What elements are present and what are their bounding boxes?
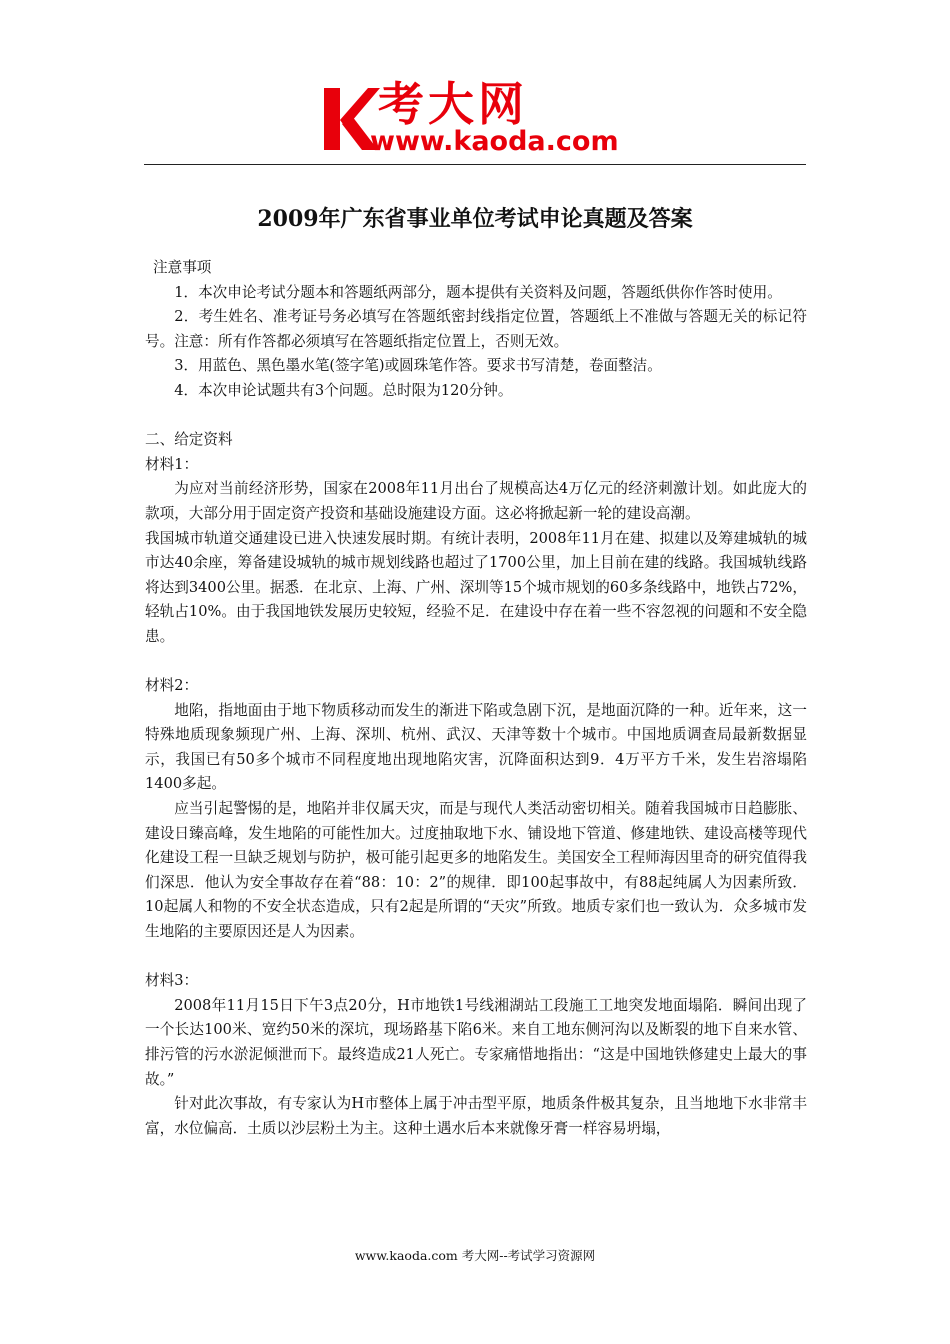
material-paragraph: 2008年11月15日下午3点20分，H市地铁1号线湘湖站工段施工工地突发地面塌陷．瞬间出现了一个长达100米、宽约50米的深坑，现场路基下陷6米。来自工地东侧河沟以及断裂的地下自来水管、排污管的污水淤泥倾泄而下。最终造成21人死亡。专家痛惜地指出：“这是中国地铁修建史上最大的事故。” — [145, 996, 807, 1088]
logo-brand-cn: 考大网 — [378, 77, 528, 131]
material-paragraph: 我国城市轨道交通建设已进入快速发展时期。有统计表明，2008年11月在建、拟建以及筹建城轨的城市达40余座，筹备建设城轨的城市规划线路也超过了1700公里，加上目前在建的线路。我国城轨线路将达到3400公里。据悉．在北京、上海、广州、深圳等15个城市规划的60多条线路中，地铁占72%，轻轨占10%。由于我国地铁发展历史较短，经验不足．在建设中存在着一些不容忽视的问题和不安全隐患。 — [145, 529, 807, 645]
notice-heading: 注意事项 — [153, 259, 212, 276]
spacer — [145, 650, 807, 675]
document-title: 2009年广东省事业单位考试申论真题及答案 — [257, 206, 693, 232]
material-label: 材料2： — [145, 677, 199, 695]
site-logo — [318, 77, 638, 158]
logo-brand-url: www.kaoda.com — [370, 126, 619, 157]
material-label: 材料3： — [145, 972, 199, 990]
material-paragraph: 为应对当前经济形势，国家在2008年11月出台了规模高达4万亿元的经济刺激计划。如此庞大的款项，大部分用于固定资产投资和基础设施建设方面。这必将掀起新一轮的建设高潮。 — [145, 480, 807, 522]
notice-item: 2．考生姓名、准考证号务必填写在答题纸密封线指定位置，答题纸上不准做与答题无关的标记符号。注意：所有作答都必须填写在答题纸指定位置上，否则无效。 — [145, 308, 807, 350]
material-label: 材料1： — [145, 455, 199, 473]
notice-item: 3．用蓝色、黑色墨水笔(签字笔)或圆珠笔作答。要求书写清楚，卷面整洁。 — [174, 357, 662, 375]
section-heading: 二、给定资料 — [145, 431, 233, 449]
document-body — [145, 256, 807, 1141]
material-paragraph: 针对此次事故，有专家认为H市整体上属于冲击型平原，地质条件极其复杂，且当地地下水非常丰富，水位偏高．土质以沙层粉土为主。这种土遇水后本来就像牙膏一样容易坍塌， — [145, 1095, 807, 1137]
material-paragraph: 应当引起警惕的是，地陷并非仅属天灾，而是与现代人类活动密切相关。随着我国城市日趋膨胀、建设日臻高峰，发生地陷的可能性加大。过度抽取地下水、铺设地下管道、修建地铁、建设高楼等现代化建设工程一旦缺乏规划与防护，极可能引起更多的地陷发生。美国安全工程师海因里奇的研究值得我们深思．他认为安全事故存在着“88：10：2”的规律．即100起事故中，有88起纯属人为因素所致．10起属人和物的不安全状态造成，只有2起是所谓的“天灾”所致。地质专家们也一致认为．众多城市发生地陷的主要原因还是人为因素。 — [145, 800, 807, 941]
spacer — [145, 945, 807, 970]
notice-item: 1．本次申论考试分题本和答题纸两部分，题本提供有关资料及问题，答题纸供你作答时使用。 — [174, 283, 782, 301]
page-footer: www.kaoda.com 考大网--考试学习资源网 — [354, 1248, 596, 1263]
notice-item: 4．本次申论试题共有3个问题。总时限为120分钟。 — [174, 381, 513, 399]
spacer — [145, 404, 807, 429]
header-divider — [144, 164, 806, 165]
material-paragraph: 地陷，指地面由于地下物质移动而发生的渐进下陷或急剧下沉，是地面沉降的一种。近年来，这一特殊地质现象频现广州、上海、深圳、杭州、武汉、天津等数十个城市。中国地质调查局最新数据显示，我国已有50多个城市不同程度地出现地陷灾害，沉降面积达到9．4万平方千米，发生岩溶塌陷1400多起。 — [145, 701, 807, 793]
